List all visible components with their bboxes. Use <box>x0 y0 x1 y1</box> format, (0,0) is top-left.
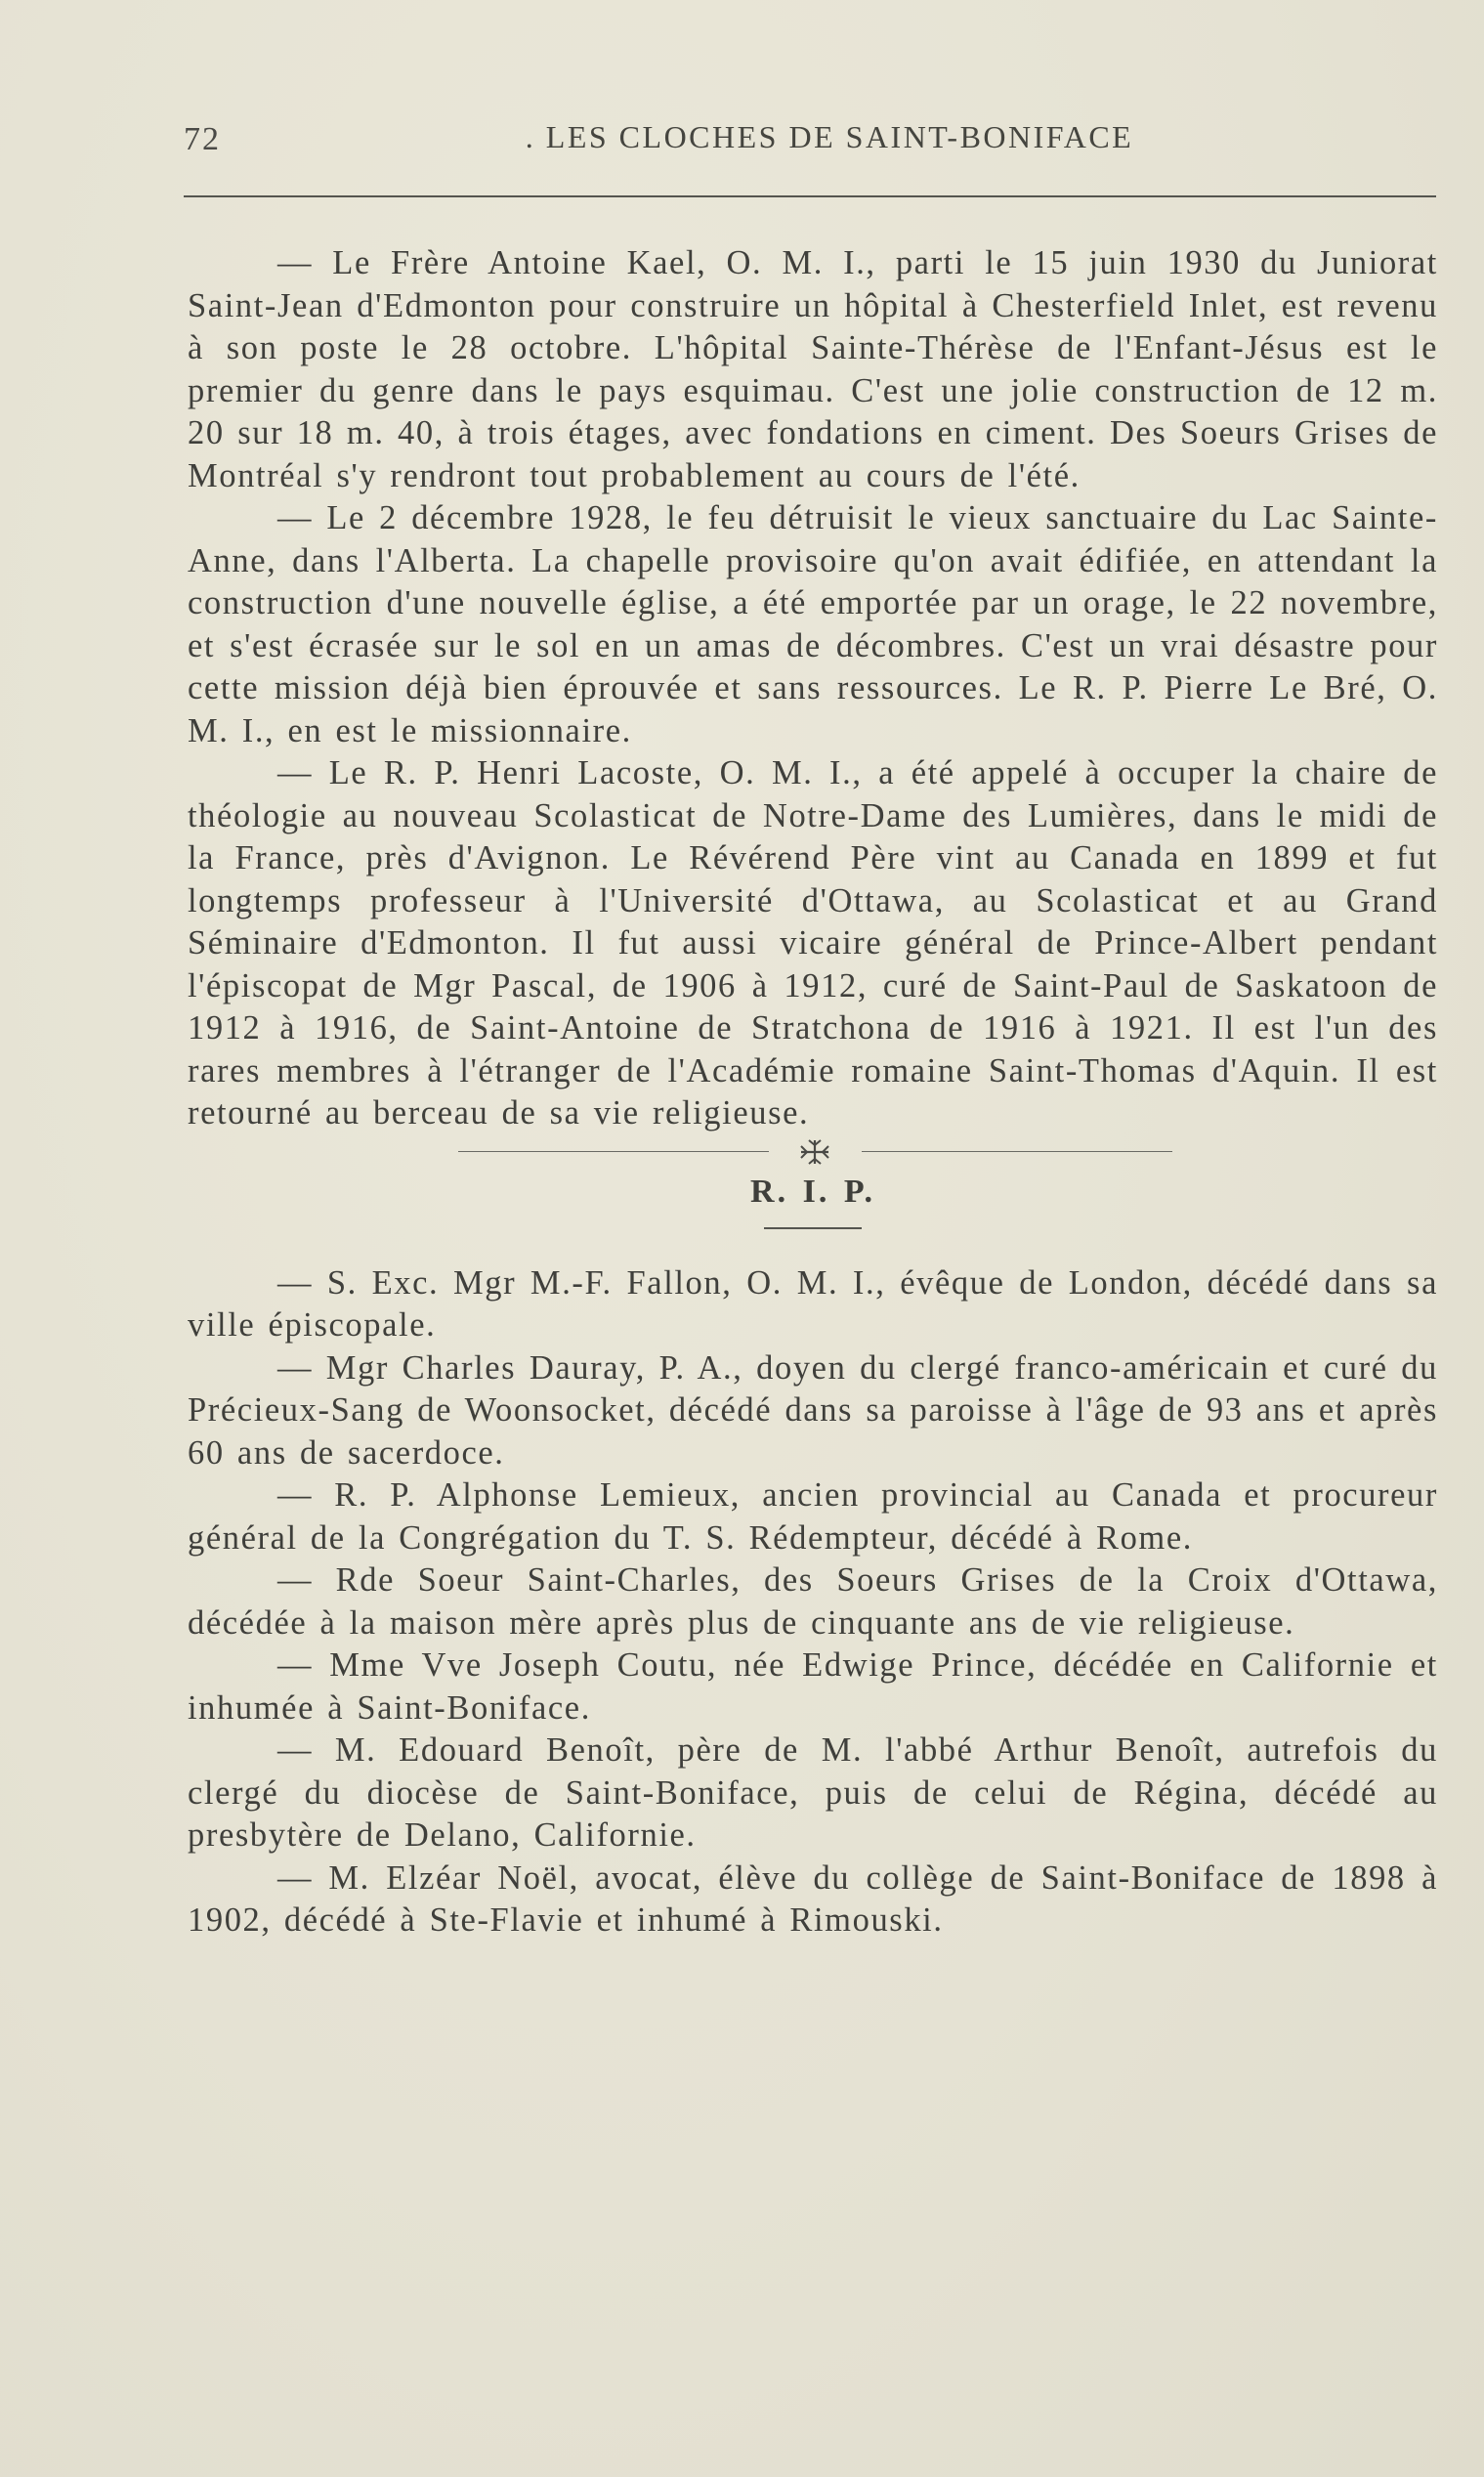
rip-entry: — Rde Soeur Saint-Charles, des Soeurs Grises de la Croix d'Ottawa, décédée à la maison mère après plus de cinquante ans de vie religieuse. <box>188 1561 1438 1642</box>
rip-entry: — M. Elzéar Noël, avocat, élève du collège de Saint-Boniface de 1898 à 1902, décédé à Ste-Flavie et inhumé à Rimouski. <box>188 1858 1438 1939</box>
header-rule <box>184 195 1436 197</box>
separator-line-left <box>458 1151 769 1152</box>
cross-icon <box>795 1137 834 1167</box>
rip-entry: — Mgr Charles Dauray, P. A., doyen du clergé franco-américain et curé du Précieux-Sang de Woonsocket, décédé dans sa paroisse à l'âge de 93 ans et après 60 ans de sacerdoce. <box>188 1348 1438 1472</box>
body-text <box>188 242 1438 1943</box>
paragraph-lac-sainte-anne: — Le 2 décembre 1928, le feu détruisit le vieux sanctuaire du Lac Sainte-Anne, dans l'Alberta. La chapelle provisoire qu'on avait édifiée, en attendant la construction d'une nouvelle église, a été emportée par un orage, le 22 novembre, et s'est écrasée sur le sol en un amas de décombres. C'est un vrai désastre pour cette mission déjà bien éprouvée et sans ressources. Le R. P. Pierre Le Bré, O. M. I., en est le missionnaire. <box>188 499 1438 749</box>
rip-entry: — M. Edouard Benoît, père de M. l'abbé Arthur Benoît, autrefois du clergé du diocèse de Saint-Boniface, puis de celui de Régina, décédé au presbytère de Delano, Californie. <box>188 1731 1438 1854</box>
section-separator <box>188 1137 1438 1167</box>
rip-rule <box>764 1227 862 1229</box>
paragraph-kael: — Le Frère Antoine Kael, O. M. I., parti le 15 juin 1930 du Juniorat Saint-Jean d'Edmonton pour construire un hôpital à Chesterfield Inlet, est revenu à son poste le 28 octobre. L'hôpital Sainte-Thérèse de l'Enfant-Jésus est le premier du genre dans le pays esquimau. C'est une jolie construction de 12 m. 20 sur 18 m. 40, à trois étages, avec fondations en ciment. Des Soeurs Grises de Montréal s'y rendront tout probablement au cours de l'été. <box>188 244 1438 494</box>
rip-entry: — R. P. Alphonse Lemieux, ancien provincial au Canada et procureur général de la Congrégation du T. S. Rédempteur, décédé à Rome. <box>188 1476 1438 1557</box>
page-header <box>184 115 1436 157</box>
rip-entry: — Mme Vve Joseph Coutu, née Edwige Prince, décédée en Californie et inhumée à Saint-Boniface. <box>188 1646 1438 1727</box>
rip-entry: — S. Exc. Mgr M.-F. Fallon, O. M. I., évêque de London, décédé dans sa ville épiscopale. <box>188 1263 1438 1344</box>
separator-line-right <box>862 1151 1172 1152</box>
page-number: 72 <box>184 121 221 157</box>
running-title: . LES CLOCHES DE SAINT-BONIFACE <box>525 119 1134 154</box>
paragraph-lacoste: — Le R. P. Henri Lacoste, O. M. I., a été appelé à occuper la chaire de théologie au nouveau Scolasticat de Notre-Dame des Lumières, dans le midi de la France, près d'Avignon. Le Révérend Père vint au Canada en 1899 et fut longtemps professeur à l'Université d'Ottawa, au Scolasticat et au Grand Séminaire d'Edmonton. Il fut aussi vicaire général de Prince-Albert pendant l'épiscopat de Mgr Pascal, de 1906 à 1912, curé de Saint-Paul de Saskatoon de 1912 à 1916, de Saint-Antoine de Stratchona de 1916 à 1921. Il est l'un des rares membres à l'étranger de l'Académie romaine Saint-Thomas d'Aquin. Il est retourné au berceau de sa vie religieuse. <box>188 754 1438 1132</box>
rip-heading: R. I. P. <box>750 1173 875 1210</box>
